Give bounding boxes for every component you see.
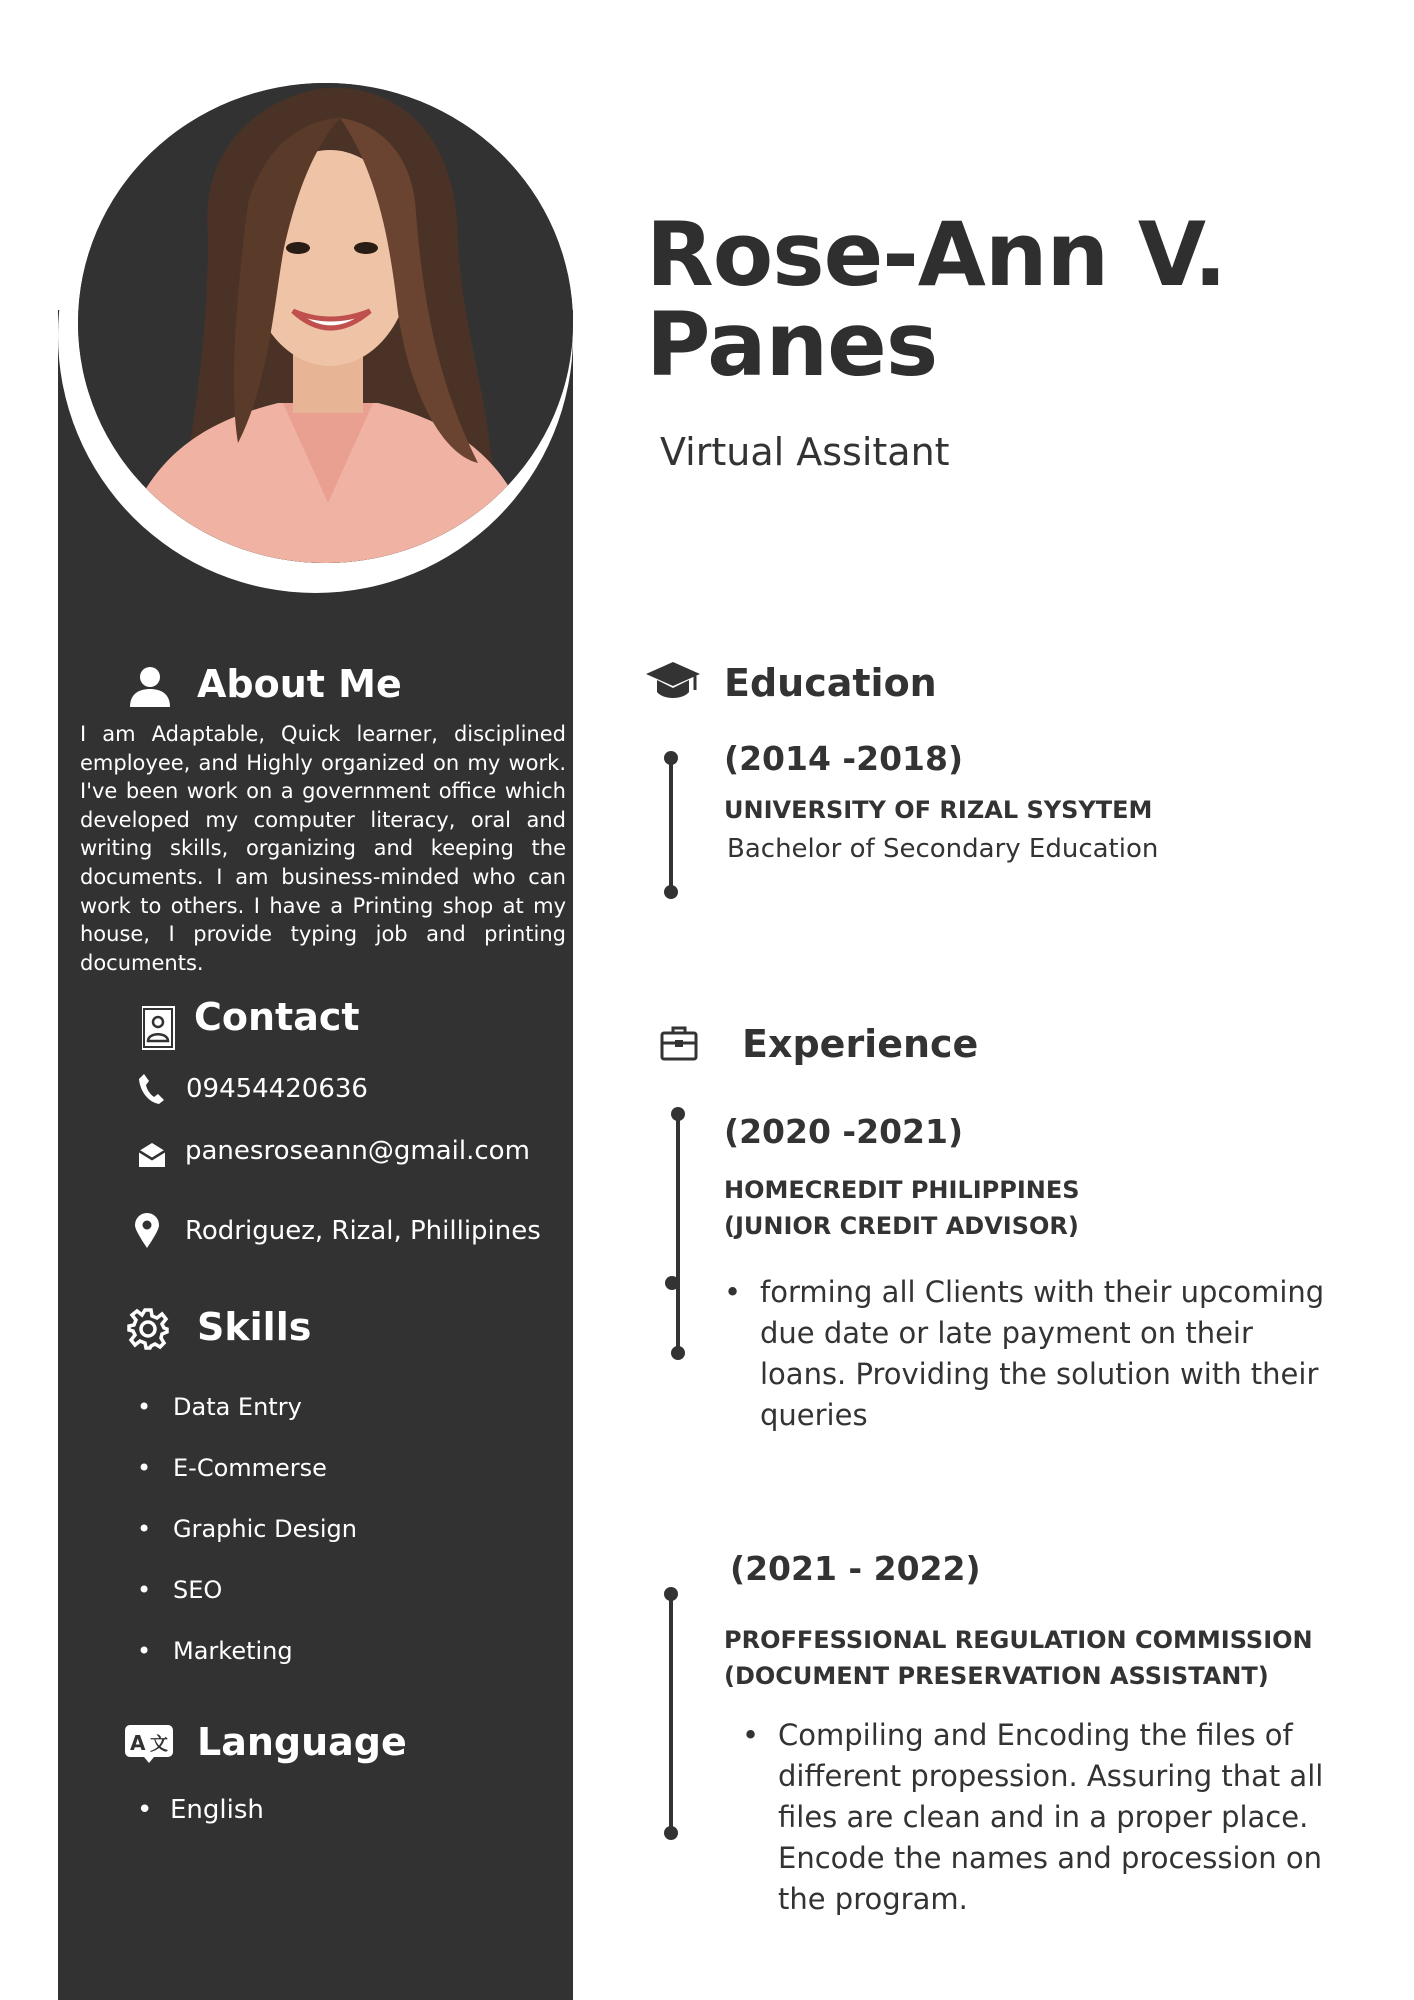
job2-timeline-line bbox=[669, 1593, 673, 1833]
education-degree: Bachelor of Secondary Education bbox=[727, 834, 1159, 864]
education-school: UNIVERSITY OF RIZAL SYSYTEM bbox=[724, 796, 1153, 824]
svg-text:A: A bbox=[130, 1731, 146, 1755]
timeline-dot bbox=[664, 1587, 678, 1601]
contact-email: panesroseann@gmail.com bbox=[185, 1136, 530, 1166]
skills-list bbox=[137, 1377, 357, 1682]
timeline-dot bbox=[671, 1107, 685, 1121]
name-line-2: Panes bbox=[646, 293, 938, 396]
education-period: (2014 -2018) bbox=[724, 739, 964, 778]
skill-item: • Graphic Design bbox=[137, 1499, 357, 1560]
user-icon bbox=[128, 665, 172, 713]
language-heading: Language bbox=[197, 1720, 407, 1764]
language-list bbox=[137, 1795, 264, 1825]
gear-icon bbox=[126, 1307, 170, 1355]
job-description: • forming all Clients with their upcoming due date or late payment on their loans. Providing the solution with their queries bbox=[724, 1272, 1344, 1436]
timeline-dot bbox=[671, 1346, 685, 1360]
job-title: (JUNIOR CREDIT ADVISOR) bbox=[724, 1212, 1079, 1240]
skill-item: • Data Entry bbox=[137, 1377, 357, 1438]
timeline-dot bbox=[664, 1826, 678, 1840]
timeline-dot bbox=[664, 885, 678, 899]
about-text: I am Adaptable, Quick learner, disciplined employee, and Highly organized on my work. I've been work on a government office which developed my computer literacy, oral and writing skills, organizing and keeping the documents. I am business-minded who can work to others. I have a Printing shop at my house, I provide typing job and printing documents. bbox=[80, 722, 566, 975]
job-company bbox=[724, 1622, 1313, 1694]
translate-icon bbox=[124, 1724, 174, 1768]
location-pin-icon bbox=[134, 1213, 160, 1253]
person-name bbox=[646, 203, 1227, 396]
education-heading: Education bbox=[724, 661, 937, 705]
job-company bbox=[724, 1172, 1080, 1244]
job-company-name: PROFFESSIONAL REGULATION COMMISSION bbox=[724, 1626, 1313, 1654]
skill-item: • SEO bbox=[137, 1560, 357, 1621]
skill-item: • Marketing bbox=[137, 1621, 357, 1682]
contact-card-icon bbox=[134, 1005, 176, 1055]
graduation-cap-icon bbox=[645, 660, 701, 706]
job1-timeline-line bbox=[676, 1113, 680, 1353]
svg-text:文: 文 bbox=[150, 1734, 168, 1755]
about-heading: About Me bbox=[197, 662, 402, 706]
profile-photo bbox=[78, 83, 573, 563]
experience-heading: Experience bbox=[742, 1022, 979, 1066]
briefcase-icon bbox=[660, 1025, 698, 1065]
job-description-list bbox=[742, 1715, 1342, 1920]
timeline-dot bbox=[664, 751, 678, 765]
education-timeline-line bbox=[669, 757, 673, 892]
language-item: • English bbox=[137, 1795, 264, 1825]
job-period: (2021 - 2022) bbox=[730, 1549, 981, 1588]
name-line-1: Rose-Ann V. bbox=[646, 203, 1227, 306]
job-period: (2020 -2021) bbox=[724, 1112, 964, 1151]
job-role: Virtual Assitant bbox=[660, 430, 950, 474]
contact-heading: Contact bbox=[194, 995, 360, 1039]
job-description-list bbox=[724, 1272, 1344, 1436]
timeline-dot bbox=[665, 1276, 679, 1290]
skills-heading: Skills bbox=[197, 1305, 312, 1349]
job-description: • Compiling and Encoding the files of different propession. Assuring that all files are clean and in a proper place. Encode the names and procession on the program. bbox=[742, 1715, 1342, 1920]
mail-icon bbox=[138, 1142, 166, 1172]
contact-address: Rodriguez, Rizal, Phillipines bbox=[185, 1216, 541, 1246]
job-title: (DOCUMENT PRESERVATION ASSISTANT) bbox=[724, 1662, 1269, 1690]
skill-item: • E-Commerse bbox=[137, 1438, 357, 1499]
contact-phone: 09454420636 bbox=[186, 1074, 368, 1104]
phone-icon bbox=[138, 1073, 164, 1109]
job-company-name: HOMECREDIT PHILIPPINES bbox=[724, 1176, 1080, 1204]
